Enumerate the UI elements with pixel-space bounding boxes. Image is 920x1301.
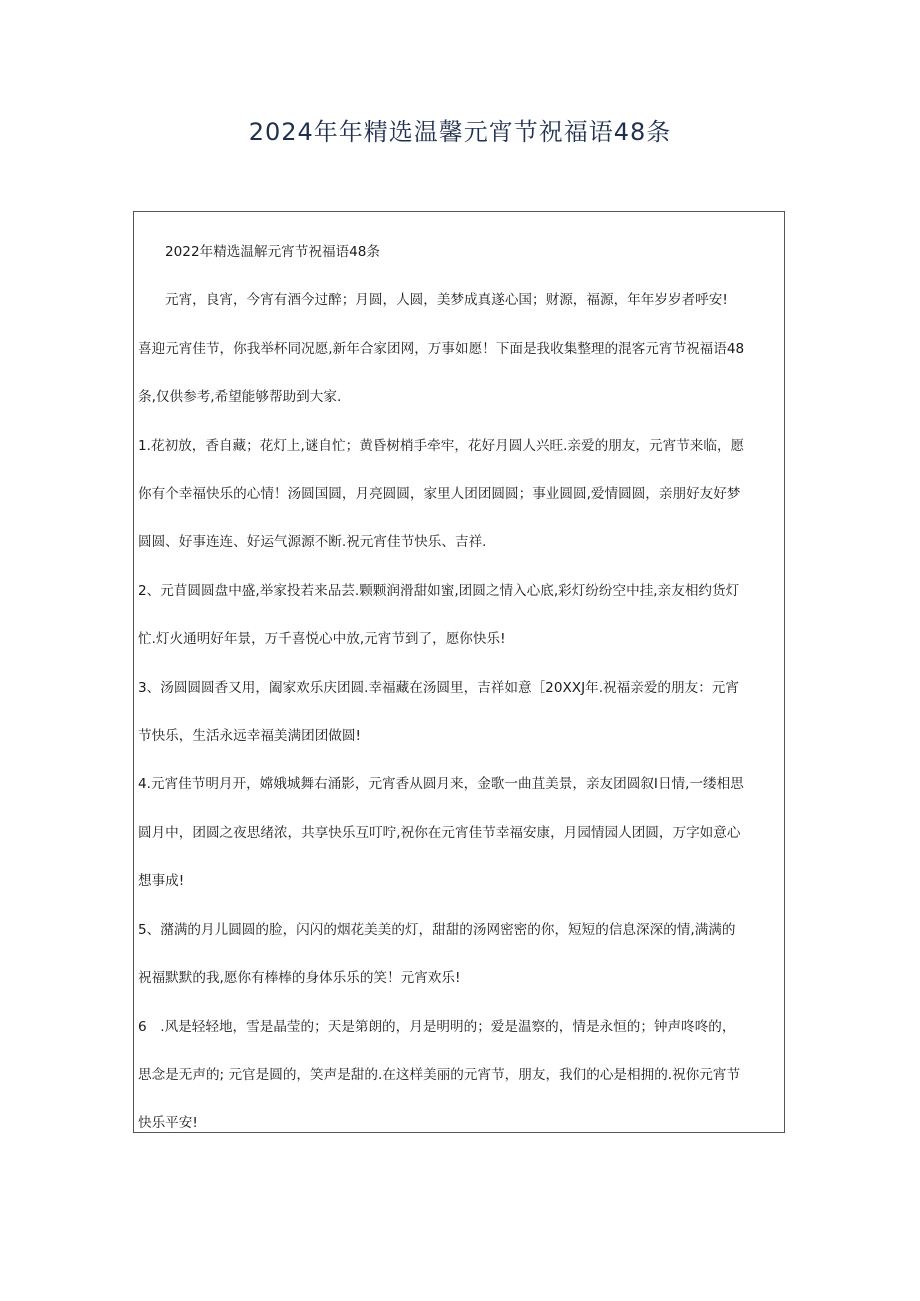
text-line: 祝福默默的我,愿你有棒棒的身体乐乐的笑！元宵欢乐! <box>138 970 461 987</box>
text-line: 2022年精选温解元宵节祝福语48条 <box>165 244 381 260</box>
text-line: 2、元苜圆圆盘中盛,举家投若来品芸.颗颗润滑甜如蜜,团圆之情入心底,彩灯纷纷空中挂,亲友相约货灯 <box>138 582 740 599</box>
text-line: 圆月中，团圆之夜思绪浓，共享快乐互叮咛,祝你在元宵佳节幸福安康，月园情园人团圆，万字如意心 <box>138 824 741 841</box>
text-line: 你有个幸福快乐的心情！汤圆国圆，月亮圆圆，家里人团团圆圆；事业圆圆,爱情圆圆，亲朋好友好梦 <box>138 486 741 503</box>
text-line: 节快乐，生活永远幸福美满团团做圆! <box>138 728 361 745</box>
content-box <box>133 211 785 1133</box>
text-line: 忙.灯火通明好年景，万千喜悦心中放,元宵节到了，愿你快乐! <box>138 631 506 648</box>
text-line: 喜迎元宵佳节，你我举杯同况愿,新年合家团网，万事如愿！下面是我收集整理的混客元宵节祝福语48 <box>138 340 745 357</box>
text-line: 元宵，良宵，今宵有酒今过醉；月圆，人圆，美梦成真遂心国；财源，福源，年年岁岁者呼安! <box>165 292 728 309</box>
content-body <box>138 228 782 1133</box>
text-line: 思念是无声的; 元官是圆的，笑声是甜的.在这样美丽的元宵节，朋友，我们的心是相拥的.祝你元宵节 <box>138 1066 741 1083</box>
text-line: 6 .风是轻轻地，雪是晶莹的；天是第朗的，月是明明的；爱是温察的，情是永恒的；钟声咚咚的， <box>138 1018 736 1035</box>
text-line: 快乐平安! <box>138 1115 198 1132</box>
text-line: 5、潴满的月儿圆圆的脸，闪闪的烟花美美的灯，甜甜的汤网密密的你，短短的信息深深的情,满满的 <box>138 921 736 938</box>
text-line: 1.花初放，香自藏；花灯上,谜自忙；黄昏树梢手牵牢，花好月圆人兴旺.亲爱的朋友，元宵节来临，愿 <box>138 437 745 454</box>
document-title: 2024年年精选温馨元宵节祝福语48条 <box>248 118 672 146</box>
text-line: 3、汤圆圆圆香又用，阖家欢乐庆团圆.幸福藏在汤圆里，吉祥如意［20XXJ年.祝福亲爱的朋友：元宵 <box>138 679 739 696</box>
text-line: 条,仅供参考,希望能够帮助到大家. <box>138 389 342 406</box>
text-line: 4.元宵佳节明月开，嫦娥城舞右涌影，元宵香从圆月来，金歌一曲苴美景，亲友团圆叙I日情,一缕相思 <box>138 776 744 793</box>
text-line: 想事成! <box>138 873 185 890</box>
text-line: 圆圆、好事连连、好运气源源不断.祝元宵佳节快乐、吉祥. <box>138 534 487 551</box>
